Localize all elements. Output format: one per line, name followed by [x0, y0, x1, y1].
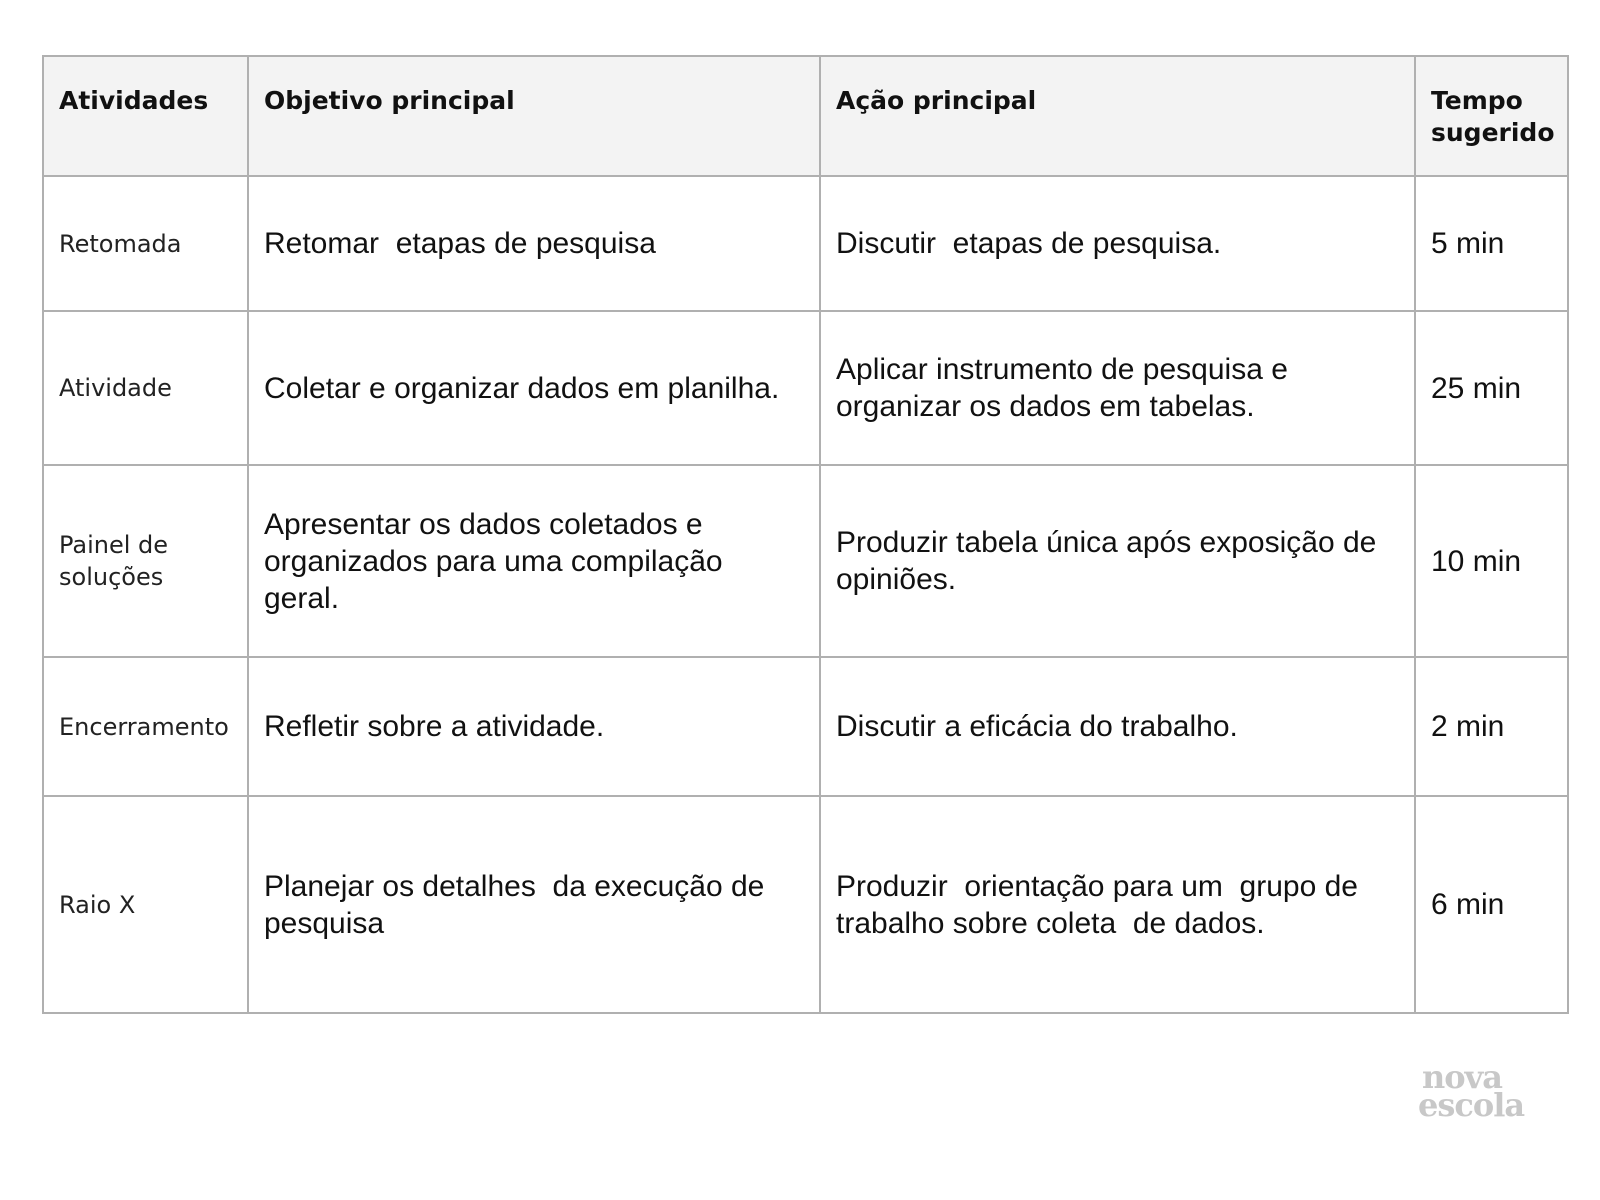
cell-acao: Produzir tabela única após exposição de opiniões.	[820, 465, 1415, 657]
cell-objetivo: Retomar etapas de pesquisa	[248, 176, 820, 311]
table-row	[43, 311, 1568, 465]
logo-line-2: escola	[1418, 1086, 1525, 1124]
cell-acao: Produzir orientação para um grupo de trabalho sobre coleta de dados.	[820, 796, 1415, 1013]
table-row	[43, 657, 1568, 796]
cell-atividade: Raio X	[43, 796, 248, 1013]
cell-tempo: 2 min	[1415, 657, 1568, 796]
cell-acao: Discutir etapas de pesquisa.	[820, 176, 1415, 311]
cell-atividade: Retomada	[43, 176, 248, 311]
cell-atividade: Painel de soluções	[43, 465, 248, 657]
table-row	[43, 796, 1568, 1013]
cell-acao: Discutir a eficácia do trabalho.	[820, 657, 1415, 796]
cell-atividade: Atividade	[43, 311, 248, 465]
nova-escola-logo	[1418, 1058, 1525, 1124]
header-objetivo: Objetivo principal	[248, 56, 820, 176]
cell-tempo: 25 min	[1415, 311, 1568, 465]
activities-table	[42, 55, 1569, 1014]
cell-tempo: 10 min	[1415, 465, 1568, 657]
header-atividades: Atividades	[43, 56, 248, 176]
header-acao: Ação principal	[820, 56, 1415, 176]
cell-atividade: Encerramento	[43, 657, 248, 796]
header-tempo: Tempo sugerido	[1415, 56, 1568, 176]
cell-tempo: 5 min	[1415, 176, 1568, 311]
cell-acao: Aplicar instrumento de pesquisa e organizar os dados em tabelas.	[820, 311, 1415, 465]
cell-objetivo: Apresentar os dados coletados e organizados para uma compilação geral.	[248, 465, 820, 657]
table-header-row	[43, 56, 1568, 176]
cell-objetivo: Refletir sobre a atividade.	[248, 657, 820, 796]
cell-tempo: 6 min	[1415, 796, 1568, 1013]
cell-objetivo: Planejar os detalhes da execução de pesquisa	[248, 796, 820, 1013]
cell-objetivo: Coletar e organizar dados em planilha.	[248, 311, 820, 465]
table-row	[43, 176, 1568, 311]
table-row	[43, 465, 1568, 657]
logo-line-1: nova	[1422, 1058, 1502, 1096]
